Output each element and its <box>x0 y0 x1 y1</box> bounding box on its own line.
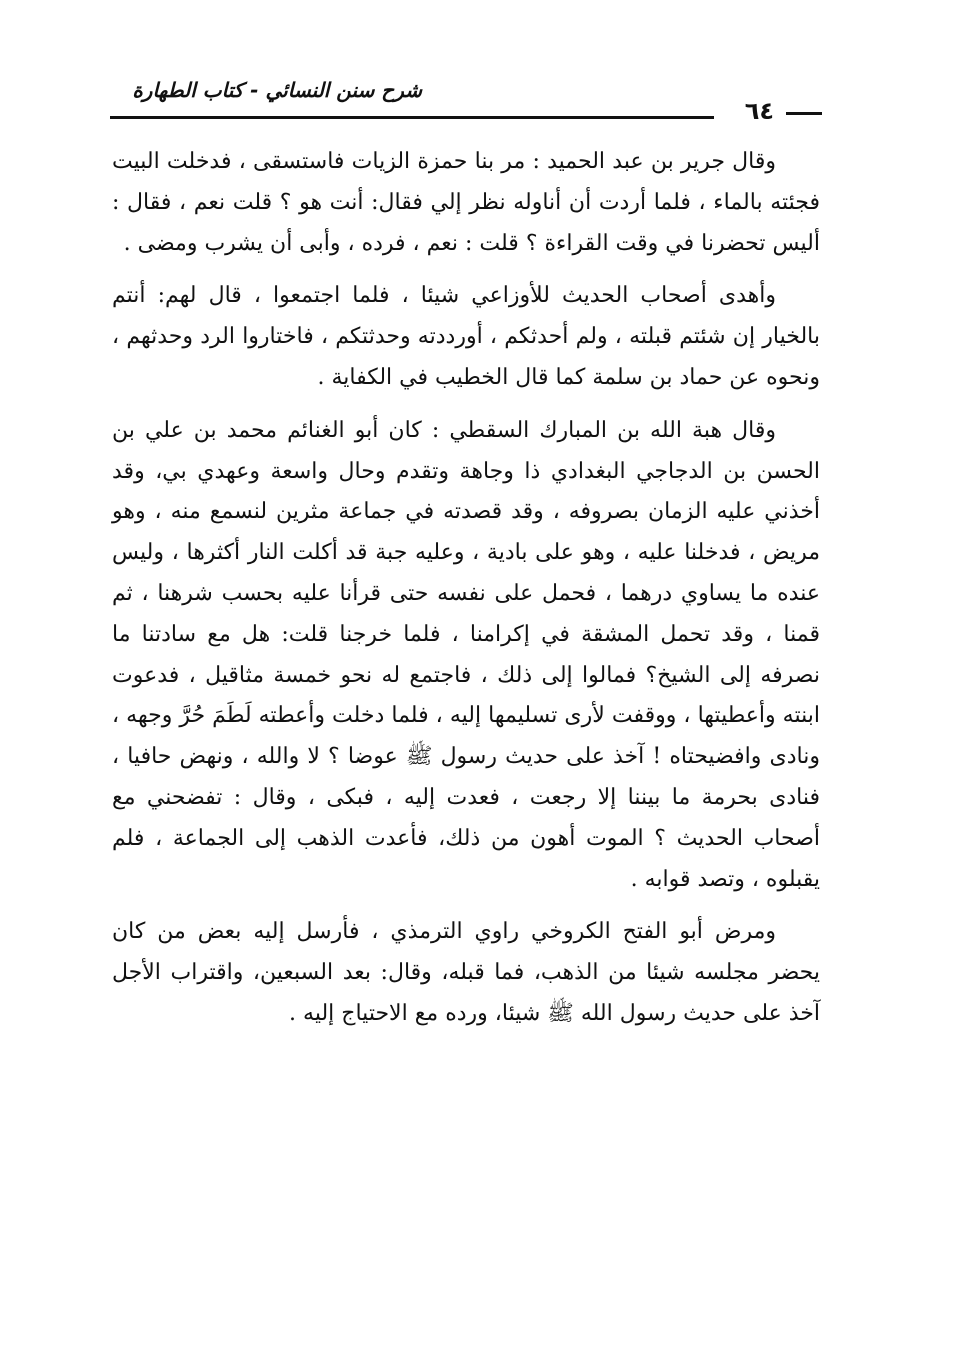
page-body <box>112 142 820 1047</box>
page-number: ٦٤ <box>744 97 774 125</box>
paragraph-2: وأهدى أصحاب الحديث للأوزاعي شيئا ، فلما اجتمعوا ، قال لهم: أنتم بالخيار إن شئتم قبلته ، ولم أحدثكم ، أورددته وحدثتكم ، فاختاروا الرد وحدثهم ، ونحوه عن حماد بن سلمة كما قال الخطيب في الكفاية . <box>112 283 820 390</box>
page-number-dash <box>786 112 822 115</box>
paragraph-4: ومرض أبو الفتح الكروخي راوي الترمذي ، فأرسل إليه بعض من كان يحضر مجلسه شيئا من الذهب، فما قبله، وقال: بعد السبعين، واقتراب الأجل آخذ على حديث رسول الله ﷺ شيئا، ورده مع الاحتياج إليه . <box>112 919 820 1026</box>
paragraph-1: وقال جرير بن عبد الحميد : مر بنا حمزة الزيات فاستسقى ، فدخلت البيت فجئته بالماء ، فلما أردت أن أناوله نظر إلي فقال: أنت هو ؟ قلت نعم ، فقال : أليس تحضرنا في وقت القراءة ؟ قلت : نعم ، فرده ، وأبى أن يشرب ومضى . <box>112 149 820 256</box>
running-title: شرح سنن النسائي - كتاب الطهارة <box>132 78 422 102</box>
paragraph-3: وقال هبة الله بن المبارك السقطي : كان أبو الغنائم محمد بن علي بن الحسن بن الدجاجي البغدادي ذا وجاهة وتقدم وحال واسعة وعهدي بي، وقد أخذني عليه الزمان بصروفه ، وقد قصدته في جماعة مثرين لنسمع منه ، وهو مريض ، فدخلنا عليه ، وهو على بادية ، وعليه جبة قد أكلت النار أكثرها ، وليس عنده ما يساوي درهما ، فحمل على نفسه حتى قرأنا عليه بحسب شرهنا ، ثم قمنا ، وقد تحمل المشقة في إكرامنا ، فلما خرجنا قلت: هل مع سادتنا ما نصرفه إلى الشيخ؟ فمالوا إلى ذلك ، فاجتمع له نحو خمسة مثاقيل ، فدعوت ابنته وأعطيتها ، ووقفت لأرى تسليمها إليه ، فلما دخلت وأعطته لَطَمَ حُرَّ وجهه ، ونادى وافضيحتاه ! آخذ على حديث رسول ﷺ عوضا ؟ لا والله ، ونهض حافيا ، فنادى بحرمة ما بيننا إلا رجعت ، فعدت إليه ، فبكى ، وقال : تفضحني مع أصحاب الحديث ؟ الموت أهون من ذلك، فأعدت الذهب إلى الجماعة ، فلم يقبلوه ، وتصد قوابه . <box>112 417 820 892</box>
page-header <box>110 72 822 134</box>
header-rule <box>110 116 714 119</box>
